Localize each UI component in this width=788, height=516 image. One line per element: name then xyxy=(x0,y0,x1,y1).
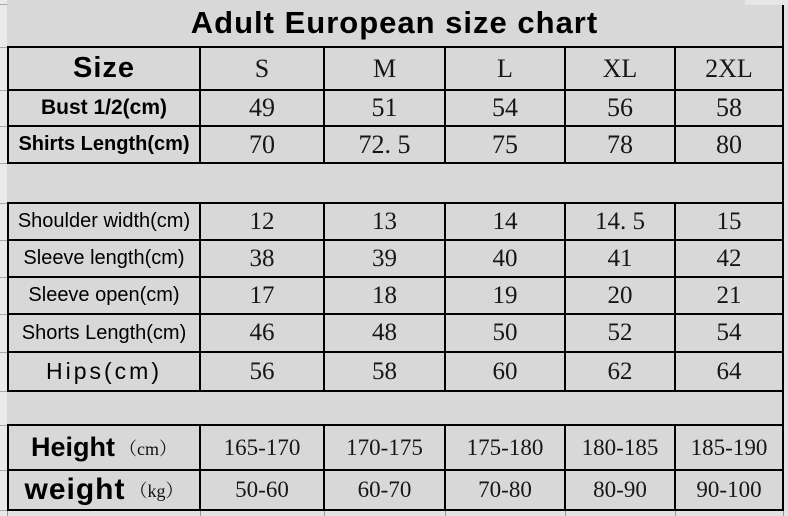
table-row-weight xyxy=(7,471,784,511)
header-size-m: M xyxy=(325,48,446,91)
value-cell: 165-170 xyxy=(201,426,325,471)
header-size-xl: XL xyxy=(566,48,676,91)
value-cell: 56 xyxy=(566,91,676,127)
value-cell: 70 xyxy=(201,127,325,164)
value-cell: 62 xyxy=(566,353,676,392)
value-cell: 50 xyxy=(446,315,566,353)
table-row-shirts-length xyxy=(7,127,784,164)
table-row-bust xyxy=(7,91,784,127)
row-label: Sleeve open(cm) xyxy=(7,278,201,315)
value-cell: 64 xyxy=(676,353,784,392)
value-cell: 50-60 xyxy=(201,471,325,511)
value-cell: 75 xyxy=(446,127,566,164)
partial-next-row xyxy=(7,511,784,516)
row-label: Shoulder width(cm) xyxy=(7,204,201,241)
value-cell: 52 xyxy=(566,315,676,353)
value-cell: 60-70 xyxy=(325,471,446,511)
header-size-s: S xyxy=(201,48,325,91)
value-cell: 13 xyxy=(325,204,446,241)
table-row-shorts-length xyxy=(7,315,784,353)
value-cell: 39 xyxy=(325,241,446,278)
value-cell: 185-190 xyxy=(676,426,784,471)
value-cell: 18 xyxy=(325,278,446,315)
value-cell: 58 xyxy=(325,353,446,392)
table-row-hips xyxy=(7,353,784,392)
row-label: Bust 1/2(cm) xyxy=(7,91,201,127)
value-cell: 17 xyxy=(201,278,325,315)
table-row-sleeve-length xyxy=(7,241,784,278)
header-size-label: Size xyxy=(7,48,201,91)
value-cell: 70-80 xyxy=(446,471,566,511)
value-cell: 42 xyxy=(676,241,784,278)
value-cell: 90-100 xyxy=(676,471,784,511)
spacer-band xyxy=(7,392,784,426)
value-cell: 170-175 xyxy=(325,426,446,471)
row-label: Hips(cm) xyxy=(7,353,201,392)
value-cell: 180-185 xyxy=(566,426,676,471)
value-cell: 49 xyxy=(201,91,325,127)
height-unit: （cm） xyxy=(119,438,177,459)
value-cell: 38 xyxy=(201,241,325,278)
value-cell: 56 xyxy=(201,353,325,392)
spacer-band xyxy=(7,164,784,204)
value-cell: 14 xyxy=(446,204,566,241)
table-row-height xyxy=(7,426,784,471)
table-row-shoulder-width xyxy=(7,204,784,241)
value-cell: 46 xyxy=(201,315,325,353)
value-cell: 20 xyxy=(566,278,676,315)
size-chart-table xyxy=(7,0,784,516)
value-cell: 15 xyxy=(676,204,784,241)
top-right-notch xyxy=(745,0,788,5)
height-label: Height xyxy=(31,432,115,462)
row-label xyxy=(7,426,201,471)
row-label: Sleeve length(cm) xyxy=(7,241,201,278)
value-cell: 60 xyxy=(446,353,566,392)
value-cell: 80-90 xyxy=(566,471,676,511)
value-cell: 80 xyxy=(676,127,784,164)
value-cell: 175-180 xyxy=(446,426,566,471)
weight-label: weight xyxy=(24,473,126,506)
value-cell: 12 xyxy=(201,204,325,241)
value-cell: 54 xyxy=(676,315,784,353)
value-cell: 48 xyxy=(325,315,446,353)
header-size-2xl: 2XL xyxy=(676,48,784,91)
chart-title: Adult European size chart xyxy=(190,5,599,40)
value-cell: 21 xyxy=(676,278,784,315)
row-label: Shirts Length(cm) xyxy=(7,127,201,164)
row-label xyxy=(7,471,201,511)
weight-unit: （kg） xyxy=(129,481,184,501)
header-row xyxy=(7,48,784,91)
value-cell: 72. 5 xyxy=(325,127,446,164)
header-size-l: L xyxy=(446,48,566,91)
spreadsheet-right-sliver xyxy=(784,0,788,516)
chart-title-row xyxy=(7,0,784,48)
value-cell: 41 xyxy=(566,241,676,278)
value-cell: 51 xyxy=(325,91,446,127)
value-cell: 78 xyxy=(566,127,676,164)
value-cell: 14. 5 xyxy=(566,204,676,241)
value-cell: 40 xyxy=(446,241,566,278)
spreadsheet-left-strip xyxy=(0,0,7,516)
row-label: Shorts Length(cm) xyxy=(7,315,201,353)
table-row-sleeve-open xyxy=(7,278,784,315)
value-cell: 54 xyxy=(446,91,566,127)
value-cell: 19 xyxy=(446,278,566,315)
value-cell: 58 xyxy=(676,91,784,127)
